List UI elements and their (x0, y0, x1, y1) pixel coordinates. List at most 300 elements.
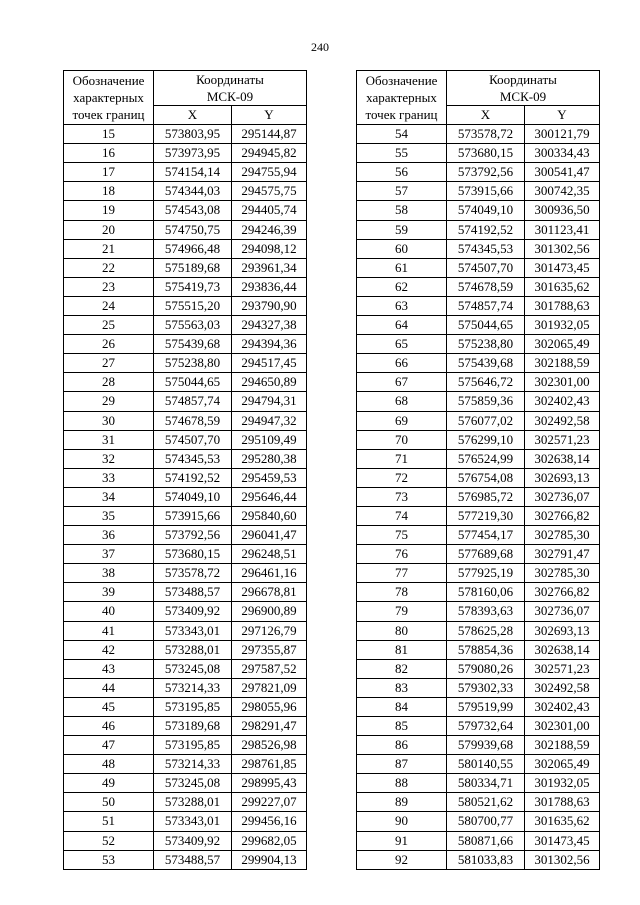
point-number-cell: 51 (64, 812, 154, 831)
y-coordinate-cell: 302188,59 (525, 736, 600, 755)
y-coordinate-cell: 301635,62 (525, 277, 600, 296)
table-row (64, 564, 307, 583)
y-coordinate-cell: 293790,90 (232, 296, 307, 315)
table-row (64, 717, 307, 736)
x-coordinate-cell: 574345,53 (154, 449, 232, 468)
y-coordinate-cell: 302785,30 (525, 564, 600, 583)
table-row (357, 163, 600, 182)
point-number-cell: 18 (64, 182, 154, 201)
table-row (357, 602, 600, 621)
table-row (357, 621, 600, 640)
point-number-cell: 21 (64, 239, 154, 258)
table-row (64, 602, 307, 621)
table-row (357, 449, 600, 468)
y-coordinate-cell: 298761,85 (232, 755, 307, 774)
x-coordinate-cell: 574507,70 (447, 258, 525, 277)
y-coordinate-cell: 297821,09 (232, 678, 307, 697)
table-row (357, 659, 600, 678)
y-coordinate-cell: 294794,31 (232, 392, 307, 411)
table-row (64, 583, 307, 602)
point-number-cell: 20 (64, 220, 154, 239)
x-coordinate-cell: 579519,99 (447, 697, 525, 716)
y-coordinate-cell: 302766,82 (525, 506, 600, 525)
table-row (64, 258, 307, 277)
point-number-cell: 75 (357, 526, 447, 545)
x-coordinate-cell: 580140,55 (447, 755, 525, 774)
table-row (64, 373, 307, 392)
table-row (357, 277, 600, 296)
y-coordinate-cell: 296678,81 (232, 583, 307, 602)
y-coordinate-cell: 302492,58 (525, 411, 600, 430)
point-number-cell: 16 (64, 144, 154, 163)
point-number-cell: 50 (64, 793, 154, 812)
y-coordinate-cell: 302785,30 (525, 526, 600, 545)
y-coordinate-cell: 293836,44 (232, 277, 307, 296)
x-coordinate-cell: 573245,08 (154, 774, 232, 793)
x-coordinate-cell: 575646,72 (447, 373, 525, 392)
point-number-cell: 49 (64, 774, 154, 793)
y-coordinate-cell: 293961,34 (232, 258, 307, 277)
x-coordinate-cell: 573792,56 (447, 163, 525, 182)
y-coordinate-cell: 301302,56 (525, 239, 600, 258)
table-row (64, 545, 307, 564)
table-row (64, 774, 307, 793)
x-coordinate-cell: 577925,19 (447, 564, 525, 583)
point-number-cell: 44 (64, 678, 154, 697)
point-number-cell: 85 (357, 717, 447, 736)
table-row (64, 392, 307, 411)
point-number-cell: 76 (357, 545, 447, 564)
y-coordinate-cell: 300334,43 (525, 144, 600, 163)
table-row (64, 659, 307, 678)
x-coordinate-cell: 573409,92 (154, 831, 232, 850)
table-row (357, 430, 600, 449)
point-number-cell: 33 (64, 468, 154, 487)
point-number-cell: 27 (64, 354, 154, 373)
point-number-cell: 43 (64, 659, 154, 678)
y-coordinate-cell: 295109,49 (232, 430, 307, 449)
header-y: Y (232, 106, 307, 125)
table-row (64, 468, 307, 487)
point-number-cell: 60 (357, 239, 447, 258)
table-row (357, 697, 600, 716)
y-coordinate-cell: 296248,51 (232, 545, 307, 564)
point-number-cell: 15 (64, 125, 154, 144)
x-coordinate-cell: 573343,01 (154, 621, 232, 640)
point-number-cell: 22 (64, 258, 154, 277)
point-number-cell: 78 (357, 583, 447, 602)
table-row (357, 354, 600, 373)
y-coordinate-cell: 301788,63 (525, 793, 600, 812)
y-coordinate-cell: 302638,14 (525, 449, 600, 468)
x-coordinate-cell: 575044,65 (447, 316, 525, 335)
y-coordinate-cell: 294327,38 (232, 316, 307, 335)
x-coordinate-cell: 577454,17 (447, 526, 525, 545)
y-coordinate-cell: 302638,14 (525, 640, 600, 659)
y-coordinate-cell: 298055,96 (232, 697, 307, 716)
y-coordinate-cell: 294405,74 (232, 201, 307, 220)
x-coordinate-cell: 574966,48 (154, 239, 232, 258)
x-coordinate-cell: 575189,68 (154, 258, 232, 277)
y-coordinate-cell: 300742,35 (525, 182, 600, 201)
point-number-cell: 56 (357, 163, 447, 182)
table-row (357, 392, 600, 411)
x-coordinate-cell: 576754,08 (447, 468, 525, 487)
x-coordinate-cell: 575515,20 (154, 296, 232, 315)
point-number-cell: 30 (64, 411, 154, 430)
point-number-cell: 79 (357, 602, 447, 621)
y-coordinate-cell: 296041,47 (232, 526, 307, 545)
y-coordinate-cell: 301788,63 (525, 296, 600, 315)
x-coordinate-cell: 576985,72 (447, 487, 525, 506)
x-coordinate-cell: 576524,99 (447, 449, 525, 468)
point-number-cell: 89 (357, 793, 447, 812)
table-row (64, 220, 307, 239)
x-coordinate-cell: 577689,68 (447, 545, 525, 564)
x-coordinate-cell: 573578,72 (447, 125, 525, 144)
x-coordinate-cell: 573214,33 (154, 755, 232, 774)
x-coordinate-cell: 573195,85 (154, 697, 232, 716)
table-row (357, 182, 600, 201)
table-row (64, 621, 307, 640)
table-row (64, 850, 307, 869)
table-row (64, 449, 307, 468)
point-number-cell: 34 (64, 487, 154, 506)
x-coordinate-cell: 578393,63 (447, 602, 525, 621)
x-coordinate-cell: 576077,02 (447, 411, 525, 430)
table-row (357, 125, 600, 144)
point-number-cell: 63 (357, 296, 447, 315)
table-row (64, 526, 307, 545)
x-coordinate-cell: 577219,30 (447, 506, 525, 525)
point-number-cell: 42 (64, 640, 154, 659)
point-number-cell: 62 (357, 277, 447, 296)
y-coordinate-cell: 294945,82 (232, 144, 307, 163)
table-row (357, 373, 600, 392)
table-row (357, 468, 600, 487)
point-number-cell: 46 (64, 717, 154, 736)
header-coords-line1: Координаты (489, 72, 557, 87)
y-coordinate-cell: 298526,98 (232, 736, 307, 755)
point-number-cell: 84 (357, 697, 447, 716)
x-coordinate-cell: 575439,68 (447, 354, 525, 373)
y-coordinate-cell: 301635,62 (525, 812, 600, 831)
y-coordinate-cell: 300121,79 (525, 125, 600, 144)
table-row (357, 258, 600, 277)
header-coordinates (447, 71, 600, 106)
x-coordinate-cell: 573189,68 (154, 717, 232, 736)
y-coordinate-cell: 302736,07 (525, 487, 600, 506)
x-coordinate-cell: 574857,74 (447, 296, 525, 315)
table-row (357, 583, 600, 602)
table-row (64, 354, 307, 373)
x-coordinate-cell: 573288,01 (154, 793, 232, 812)
table-body-left (64, 125, 307, 870)
y-coordinate-cell: 302571,23 (525, 659, 600, 678)
table-row (357, 526, 600, 545)
table-row (64, 335, 307, 354)
y-coordinate-cell: 301302,56 (525, 850, 600, 869)
x-coordinate-cell: 578854,36 (447, 640, 525, 659)
header-name-line1: Обозначение (365, 73, 438, 89)
x-coordinate-cell: 573915,66 (447, 182, 525, 201)
x-coordinate-cell: 574678,59 (154, 411, 232, 430)
header-name-line3: точек границ (72, 107, 145, 123)
point-number-cell: 77 (357, 564, 447, 583)
table-row (357, 812, 600, 831)
y-coordinate-cell: 302402,43 (525, 697, 600, 716)
table-row (357, 850, 600, 869)
header-point-designation (357, 71, 447, 125)
y-coordinate-cell: 302065,49 (525, 755, 600, 774)
x-coordinate-cell: 573409,92 (154, 602, 232, 621)
y-coordinate-cell: 295459,53 (232, 468, 307, 487)
point-number-cell: 35 (64, 506, 154, 525)
x-coordinate-cell: 573803,95 (154, 125, 232, 144)
point-number-cell: 23 (64, 277, 154, 296)
y-coordinate-cell: 302693,13 (525, 468, 600, 487)
table-row (357, 831, 600, 850)
point-number-cell: 40 (64, 602, 154, 621)
x-coordinate-cell: 579080,26 (447, 659, 525, 678)
y-coordinate-cell: 302736,07 (525, 602, 600, 621)
x-coordinate-cell: 573915,66 (154, 506, 232, 525)
table-row (64, 411, 307, 430)
table-row (357, 144, 600, 163)
table-row (64, 678, 307, 697)
y-coordinate-cell: 302301,00 (525, 717, 600, 736)
header-name-line3: точек границ (365, 107, 438, 123)
y-coordinate-cell: 299682,05 (232, 831, 307, 850)
point-number-cell: 37 (64, 545, 154, 564)
y-coordinate-cell: 295144,87 (232, 125, 307, 144)
x-coordinate-cell: 574049,10 (154, 487, 232, 506)
y-coordinate-cell: 295646,44 (232, 487, 307, 506)
header-name-line1: Обозначение (72, 73, 145, 89)
y-coordinate-cell: 296461,16 (232, 564, 307, 583)
y-coordinate-cell: 299227,07 (232, 793, 307, 812)
point-number-cell: 53 (64, 850, 154, 869)
y-coordinate-cell: 294098,12 (232, 239, 307, 258)
table-row (357, 316, 600, 335)
x-coordinate-cell: 581033,83 (447, 850, 525, 869)
y-coordinate-cell: 301473,45 (525, 258, 600, 277)
x-coordinate-cell: 574192,52 (447, 220, 525, 239)
x-coordinate-cell: 573578,72 (154, 564, 232, 583)
point-number-cell: 68 (357, 392, 447, 411)
point-number-cell: 52 (64, 831, 154, 850)
page-number: 240 (311, 40, 329, 54)
x-coordinate-cell: 573792,56 (154, 526, 232, 545)
y-coordinate-cell: 301473,45 (525, 831, 600, 850)
table-row (357, 774, 600, 793)
x-coordinate-cell: 573195,85 (154, 736, 232, 755)
point-number-cell: 39 (64, 583, 154, 602)
x-coordinate-cell: 574345,53 (447, 239, 525, 258)
header-x: X (447, 106, 525, 125)
table-row (64, 125, 307, 144)
x-coordinate-cell: 574049,10 (447, 201, 525, 220)
point-number-cell: 86 (357, 736, 447, 755)
header-x: X (154, 106, 232, 125)
x-coordinate-cell: 580521,62 (447, 793, 525, 812)
x-coordinate-cell: 575419,73 (154, 277, 232, 296)
table-row (357, 411, 600, 430)
y-coordinate-cell: 296900,89 (232, 602, 307, 621)
x-coordinate-cell: 580700,77 (447, 812, 525, 831)
x-coordinate-cell: 574857,74 (154, 392, 232, 411)
y-coordinate-cell: 298291,47 (232, 717, 307, 736)
table-row (64, 793, 307, 812)
x-coordinate-cell: 578625,28 (447, 621, 525, 640)
y-coordinate-cell: 302301,00 (525, 373, 600, 392)
table-row (357, 678, 600, 697)
coordinates-table-left (63, 70, 307, 870)
y-coordinate-cell: 297126,79 (232, 621, 307, 640)
point-number-cell: 73 (357, 487, 447, 506)
header-y: Y (525, 106, 600, 125)
header-coords-line1: Координаты (196, 72, 264, 87)
point-number-cell: 29 (64, 392, 154, 411)
table-row (64, 277, 307, 296)
table-row (357, 564, 600, 583)
y-coordinate-cell: 294947,32 (232, 411, 307, 430)
point-number-cell: 87 (357, 755, 447, 774)
point-number-cell: 90 (357, 812, 447, 831)
point-number-cell: 32 (64, 449, 154, 468)
y-coordinate-cell: 302693,13 (525, 621, 600, 640)
point-number-cell: 45 (64, 697, 154, 716)
point-number-cell: 80 (357, 621, 447, 640)
table-row (357, 487, 600, 506)
table-body-right (357, 125, 600, 870)
x-coordinate-cell: 580871,66 (447, 831, 525, 850)
table-row (64, 239, 307, 258)
point-number-cell: 92 (357, 850, 447, 869)
point-number-cell: 74 (357, 506, 447, 525)
y-coordinate-cell: 295280,38 (232, 449, 307, 468)
point-number-cell: 91 (357, 831, 447, 850)
y-coordinate-cell: 300541,47 (525, 163, 600, 182)
y-coordinate-cell: 301123,41 (525, 220, 600, 239)
point-number-cell: 47 (64, 736, 154, 755)
x-coordinate-cell: 575859,36 (447, 392, 525, 411)
y-coordinate-cell: 299904,13 (232, 850, 307, 869)
table-row (64, 182, 307, 201)
x-coordinate-cell: 575238,80 (154, 354, 232, 373)
table-row (357, 220, 600, 239)
x-coordinate-cell: 573488,57 (154, 850, 232, 869)
y-coordinate-cell: 298995,43 (232, 774, 307, 793)
point-number-cell: 17 (64, 163, 154, 182)
point-number-cell: 81 (357, 640, 447, 659)
point-number-cell: 19 (64, 201, 154, 220)
y-coordinate-cell: 300936,50 (525, 201, 600, 220)
point-number-cell: 54 (357, 125, 447, 144)
point-number-cell: 82 (357, 659, 447, 678)
table-row (357, 736, 600, 755)
y-coordinate-cell: 301932,05 (525, 774, 600, 793)
table-row (64, 163, 307, 182)
point-number-cell: 55 (357, 144, 447, 163)
x-coordinate-cell: 573245,08 (154, 659, 232, 678)
point-number-cell: 83 (357, 678, 447, 697)
y-coordinate-cell: 302766,82 (525, 583, 600, 602)
x-coordinate-cell: 579939,68 (447, 736, 525, 755)
point-number-cell: 24 (64, 296, 154, 315)
table-row (64, 144, 307, 163)
point-number-cell: 88 (357, 774, 447, 793)
x-coordinate-cell: 573288,01 (154, 640, 232, 659)
x-coordinate-cell: 578160,06 (447, 583, 525, 602)
table-row (357, 545, 600, 564)
table-row (64, 296, 307, 315)
y-coordinate-cell: 302065,49 (525, 335, 600, 354)
table-row (64, 430, 307, 449)
x-coordinate-cell: 574543,08 (154, 201, 232, 220)
x-coordinate-cell: 579302,33 (447, 678, 525, 697)
x-coordinate-cell: 574154,14 (154, 163, 232, 182)
point-number-cell: 64 (357, 316, 447, 335)
table-row (64, 640, 307, 659)
x-coordinate-cell: 579732,64 (447, 717, 525, 736)
point-number-cell: 25 (64, 316, 154, 335)
y-coordinate-cell: 302492,58 (525, 678, 600, 697)
y-coordinate-cell: 302571,23 (525, 430, 600, 449)
table-row (64, 755, 307, 774)
header-name-line2: характерных (366, 90, 437, 106)
y-coordinate-cell: 297587,52 (232, 659, 307, 678)
y-coordinate-cell: 302791,47 (525, 545, 600, 564)
y-coordinate-cell: 295840,60 (232, 506, 307, 525)
point-number-cell: 57 (357, 182, 447, 201)
table-row (357, 755, 600, 774)
coordinates-table-right (356, 70, 600, 870)
x-coordinate-cell: 575044,65 (154, 373, 232, 392)
table-row (357, 717, 600, 736)
y-coordinate-cell: 294650,89 (232, 373, 307, 392)
table-row (64, 736, 307, 755)
point-number-cell: 66 (357, 354, 447, 373)
x-coordinate-cell: 574750,75 (154, 220, 232, 239)
header-coords-line2: МСК-09 (206, 89, 254, 104)
x-coordinate-cell: 573680,15 (154, 545, 232, 564)
table-row (64, 831, 307, 850)
table-row (64, 201, 307, 220)
point-number-cell: 67 (357, 373, 447, 392)
x-coordinate-cell: 574344,03 (154, 182, 232, 201)
table-row (357, 296, 600, 315)
point-number-cell: 72 (357, 468, 447, 487)
x-coordinate-cell: 574507,70 (154, 430, 232, 449)
table-row (357, 640, 600, 659)
point-number-cell: 71 (357, 449, 447, 468)
x-coordinate-cell: 573680,15 (447, 144, 525, 163)
x-coordinate-cell: 575238,80 (447, 335, 525, 354)
point-number-cell: 28 (64, 373, 154, 392)
x-coordinate-cell: 574678,59 (447, 277, 525, 296)
x-coordinate-cell: 573343,01 (154, 812, 232, 831)
y-coordinate-cell: 294575,75 (232, 182, 307, 201)
point-number-cell: 69 (357, 411, 447, 430)
point-number-cell: 26 (64, 335, 154, 354)
x-coordinate-cell: 580334,71 (447, 774, 525, 793)
header-coordinates (154, 71, 307, 106)
x-coordinate-cell: 575439,68 (154, 335, 232, 354)
point-number-cell: 36 (64, 526, 154, 545)
y-coordinate-cell: 302188,59 (525, 354, 600, 373)
table-row (64, 697, 307, 716)
